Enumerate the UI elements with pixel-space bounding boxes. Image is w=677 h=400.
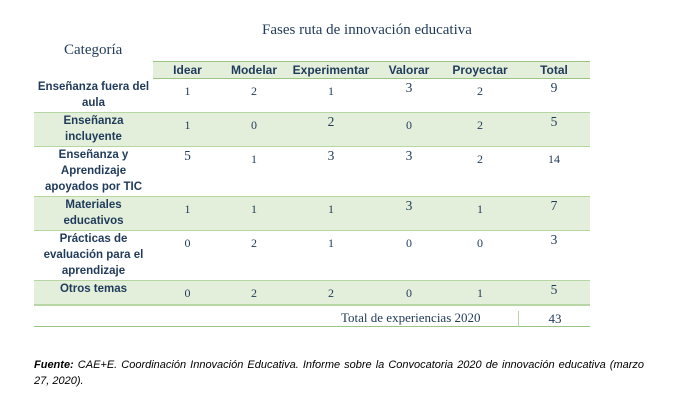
category-header: Categoría [64, 42, 123, 58]
cell-idear: 1 [153, 79, 222, 113]
table-row [34, 230, 590, 280]
cell-valorar: 0 [376, 280, 442, 304]
row-category: Otros temas [34, 280, 153, 304]
row-category: Enseñanza fuera del aula [34, 79, 153, 113]
cell-valorar: 3 [376, 196, 442, 230]
cell-idear: 0 [153, 230, 222, 280]
cell-valorar: 3 [376, 146, 442, 196]
header-row [34, 62, 590, 79]
table-row [34, 146, 590, 196]
cell-modelar: 1 [222, 196, 286, 230]
col-header-idear: Idear [153, 62, 222, 79]
source-text: CAE+E. Coordinación Innovación Educativa. Informe sobre la Convocatoria 2020 de innovación educativa (marzo 27, 2020). [34, 359, 645, 387]
cell-modelar: 2 [222, 79, 286, 113]
cell-modelar: 2 [222, 230, 286, 280]
cell-valorar: 0 [376, 230, 442, 280]
col-header-experimentar: Experimentar [286, 62, 376, 79]
table-row [34, 79, 590, 113]
row-category: Enseñanza incluyente [34, 112, 153, 146]
cell-experimentar: 1 [286, 230, 376, 280]
cell-experimentar: 2 [286, 280, 376, 304]
table-row [34, 196, 590, 230]
cell-experimentar: 2 [286, 112, 376, 146]
total-value: 43 [518, 311, 591, 327]
table-row [34, 280, 590, 304]
cell-experimentar: 1 [286, 196, 376, 230]
cell-modelar: 2 [222, 280, 286, 304]
header-blank [34, 62, 153, 79]
table-row [34, 112, 590, 146]
row-category: Prácticas de evaluación para el aprendizaje [34, 230, 153, 280]
source-label: Fuente: [34, 359, 74, 371]
col-header-modelar: Modelar [222, 62, 286, 79]
row-category: Enseñanza y Aprendizaje apoyados por TIC [34, 146, 153, 196]
row-category: Materiales educativos [34, 196, 153, 230]
cell-total: 9 [518, 79, 590, 113]
cell-total: 3 [518, 230, 590, 280]
col-header-total: Total [518, 62, 590, 79]
cell-experimentar: 3 [286, 146, 376, 196]
col-header-valorar: Valorar [376, 62, 442, 79]
cell-total: 7 [518, 196, 590, 230]
cell-proyectar: 2 [442, 112, 518, 146]
cell-valorar: 3 [376, 79, 442, 113]
col-header-proyectar: Proyectar [442, 62, 518, 79]
total-row [34, 305, 590, 327]
cell-total: 5 [518, 112, 590, 146]
cell-proyectar: 1 [442, 196, 518, 230]
table-title: Fases ruta de innovación educativa [262, 22, 472, 38]
cell-total: 14 [518, 146, 590, 196]
cell-modelar: 1 [222, 146, 286, 196]
innovation-phases-table [34, 61, 590, 305]
cell-valorar: 0 [376, 112, 442, 146]
cell-total: 5 [518, 280, 590, 304]
source-note [34, 357, 644, 389]
cell-modelar: 0 [222, 112, 286, 146]
cell-idear: 0 [153, 280, 222, 304]
cell-idear: 5 [153, 146, 222, 196]
cell-proyectar: 0 [442, 230, 518, 280]
cell-idear: 1 [153, 112, 222, 146]
total-label: Total de experiencias 2020 [341, 310, 481, 325]
cell-proyectar: 2 [442, 146, 518, 196]
cell-proyectar: 1 [442, 280, 518, 304]
cell-proyectar: 2 [442, 79, 518, 113]
cell-idear: 1 [153, 196, 222, 230]
cell-experimentar: 1 [286, 79, 376, 113]
